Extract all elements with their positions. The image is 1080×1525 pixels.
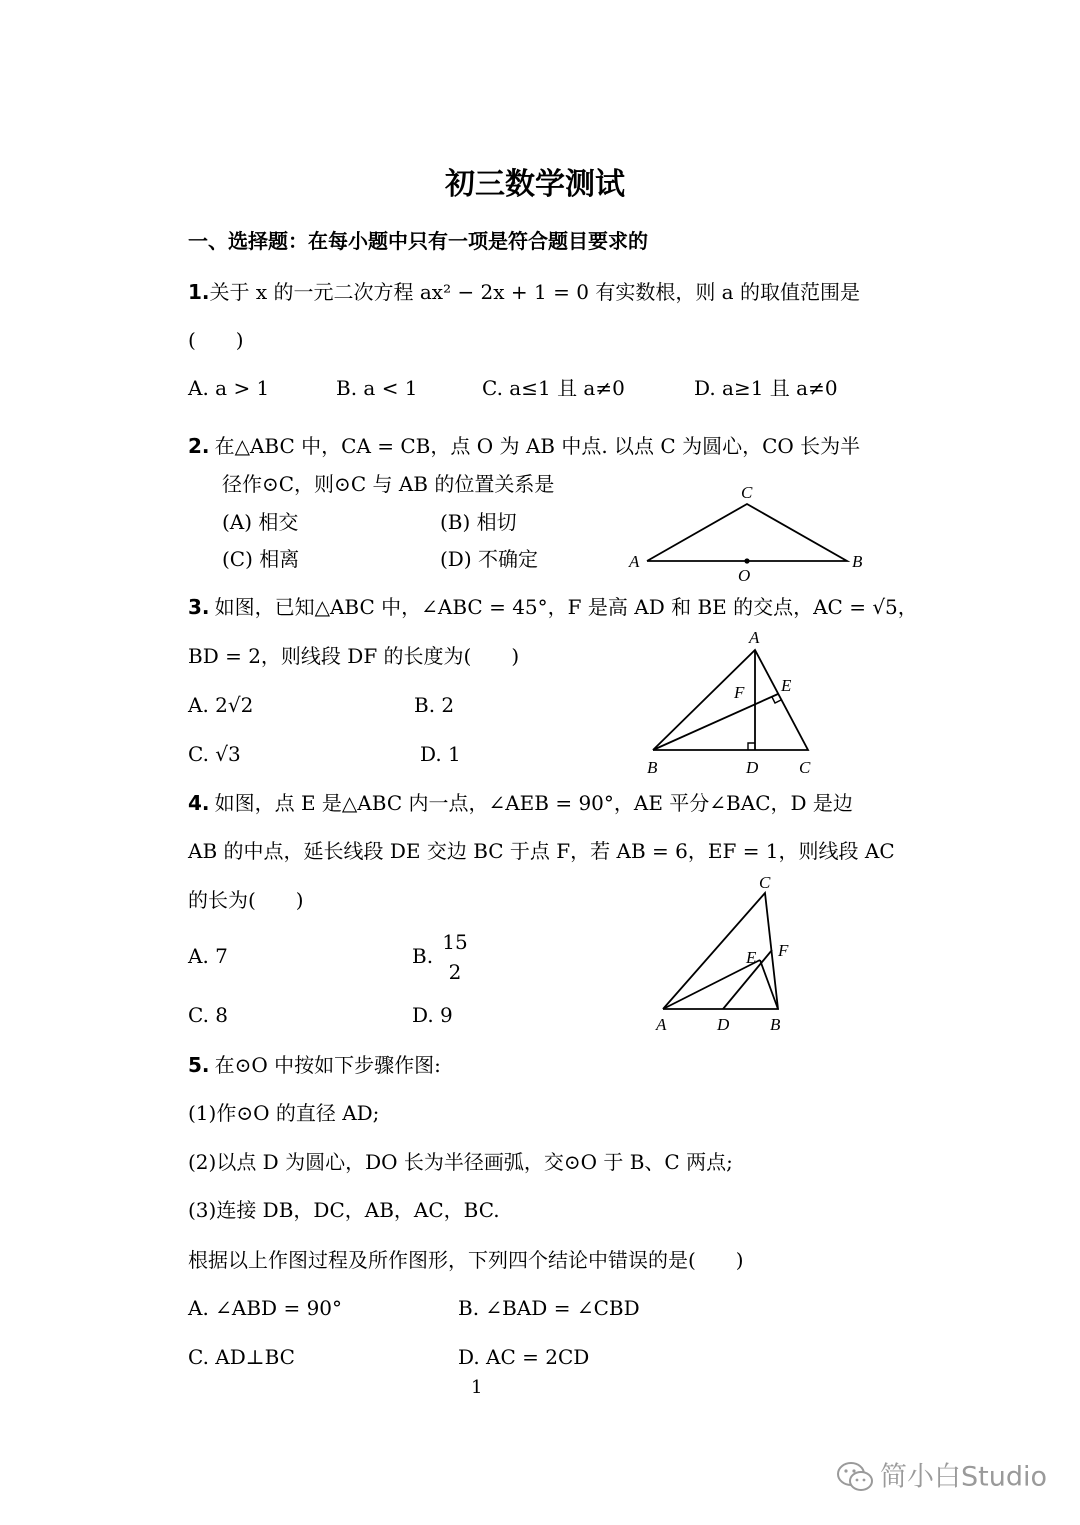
question-number: 3. [188,595,210,619]
question-text: 如图，已知△ABC 中，∠ABC = 45°，F 是高 AD 和 BE 的交点，AC = √5， [214,595,918,619]
option-c: (C) 相离 [222,547,300,571]
label-c: C [741,483,753,502]
option-a: A. 7 [188,944,228,968]
answer-blank: ( ) [188,328,244,352]
label-a: A [656,1015,667,1034]
label-b: B [647,758,658,777]
label-o: O [738,566,751,582]
question-number: 2. [188,434,210,458]
step-1: (1)作⊙O 的直径 AD; [188,1101,380,1125]
triangle-figure-q2 [620,482,880,582]
option-a: A. 2√2 [188,693,254,717]
question-text-line2: BD = 2，则线段 DF 的长度为( ) [188,644,520,668]
option-c: C. a≤1 且 a≠0 [482,376,625,400]
question-prompt: 根据以上作图过程及所作图形，下列四个结论中错误的是( ) [188,1248,744,1272]
option-d: D. 9 [412,1003,453,1027]
right-angle-d [748,743,755,750]
question-1 [188,282,860,302]
question-number: 1. [188,280,210,304]
option-d: D. a≥1 且 a≠0 [694,376,838,400]
label-a: A [749,628,760,647]
option-b: B. a < 1 [336,376,418,400]
label-d: D [717,1015,730,1034]
question-3 [188,597,918,617]
label-d: D [746,758,759,777]
option-a: (A) 相交 [222,510,299,534]
question-text: 在△ABC 中，CA = CB，点 O 为 AB 中点. 以点 C 为圆心，CO 长为半 [214,434,861,458]
question-4 [188,793,853,813]
fraction-numerator: 15 [442,930,468,954]
page-title: 初三数学测试 [445,167,625,202]
label-c: C [799,758,811,777]
triangle-figure-q4 [648,870,808,1040]
triangle-outline [663,893,778,1009]
option-c: C. 8 [188,1003,229,1027]
segment-ae [663,960,760,1009]
option-c: C. √3 [188,742,241,766]
fraction-denominator: 2 [448,960,462,984]
label-e: E [781,676,792,695]
question-text: 如图，点 E 是△ABC 内一点，∠AEB = 90°，AE 平分∠BAC，D 是边 [214,791,853,815]
option-b: B. ∠BAD = ∠CBD [458,1296,640,1320]
option-b-fraction [440,932,470,984]
question-text-line2: AB 的中点，延长线段 DE 交边 BC 于点 F，若 AB = 6，EF = 1，则线段 AC [188,839,895,863]
triangle-outline [647,504,847,561]
midpoint-dot [744,558,749,563]
option-b: (B) 相切 [440,510,517,534]
section-header: 一、选择题：在每小题中只有一项是符合题目要求的 [188,229,648,253]
option-c: C. AD⊥BC [188,1345,295,1369]
label-f: F [778,941,789,960]
question-text-line2: 径作⊙C，则⊙C 与 AB 的位置关系是 [222,472,555,496]
question-text-line3: 的长为( ) [188,888,304,912]
option-d: D. AC = 2CD [458,1345,590,1369]
question-text: 关于 x 的一元二次方程 ax² − 2x + 1 = 0 有实数根，则 a 的取值范围是 [209,280,860,304]
label-a: A [629,552,640,571]
question-text: 在⊙O 中按如下步骤作图: [214,1053,441,1077]
label-c: C [759,873,771,892]
label-e: E [746,948,757,967]
page-number: 1 [471,1377,483,1398]
option-d: D. 1 [420,742,461,766]
watermark [836,1460,1047,1494]
label-b: B [852,552,863,571]
option-b: B. 2 [414,693,455,717]
wechat-icon [836,1460,874,1494]
option-b-label: B. [412,944,434,968]
step-2: (2)以点 D 为圆心，DO 长为半径画弧，交⊙O 于 B、C 两点; [188,1150,733,1174]
altitude-be [653,694,778,750]
triangle-outline [653,650,808,750]
question-5 [188,1055,441,1075]
question-number: 5. [188,1053,210,1077]
question-2 [188,436,860,456]
step-3: (3)连接 DB，DC，AB，AC，BC. [188,1198,500,1222]
label-f: F [734,683,745,702]
option-d: (D) 不确定 [440,547,538,571]
option-a: A. a > 1 [188,376,270,400]
label-b: B [770,1015,781,1034]
question-number: 4. [188,791,210,815]
option-a: A. ∠ABD = 90° [188,1296,343,1320]
watermark-text: 简小白Studio [880,1461,1047,1493]
triangle-figure-q3 [635,628,835,778]
